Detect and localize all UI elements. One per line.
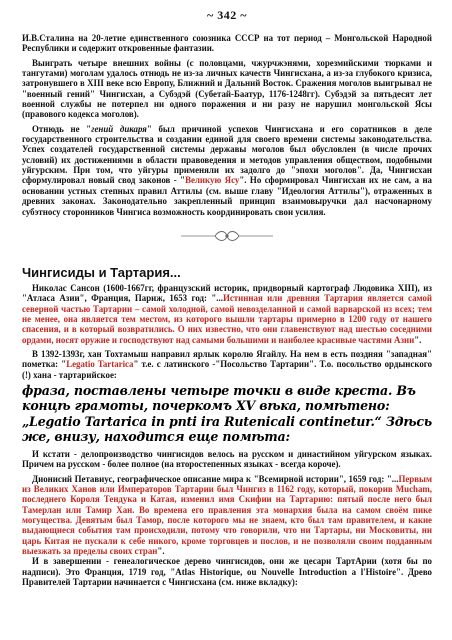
page-number: ~ 342 ~ bbox=[207, 8, 247, 22]
manuscript-excerpt: фраза, поставлены четыре точки в виде креста. Въ концѣ грамоты, почеркомъ XV вѣка, помѣтено: „Legatio Tartarica in pnti ira Rutenicali continetur.“ Здѣсь же, внизу, находится еще помѣта: bbox=[22, 382, 432, 445]
paragraph-5 bbox=[22, 349, 432, 380]
paragraph-3 bbox=[22, 124, 432, 217]
text-run: ". bbox=[414, 334, 422, 345]
paragraph-6: И кстати - делопроизводство чингисидов велось на русском и династийном уйгурском языках. Причем на русском - более полное (на второстепенных языках - всегда короче). bbox=[22, 448, 432, 470]
text-run: ". Но сформировал Чингисхан их не сам, а на основании устных степных правил Аттилы (см. выше главу "Идеология Аттилы"), отраженных в древних законах. Законодательно закрепленный принцип взаимовыручки дал насчонарному субэтносу сторонников Чингиса возможность координировать свои усилия. bbox=[22, 175, 432, 217]
highlighted-text: Legatio Tartarica bbox=[66, 359, 134, 370]
quote-text: Истинная или древняя Тартария является самой северной частью Тартарии – самой холодной, самой невозделанной и самой варварской из всех; тем не менее, она является тем местом, из которого вышли тартары примерно в 1200 году от нашего спасения, и в который возвратились. О них известно, что они главенствуют над шестью соседними ордами, носят оружие и господствуют над самыми большими и наиболее красивые частями Азии bbox=[22, 293, 432, 345]
highlighted-text: Великую Ясу bbox=[185, 175, 240, 186]
text-run: Отнюдь не " bbox=[32, 123, 92, 134]
text-run: ". bbox=[157, 546, 165, 557]
emphasis-text: гений дикаря bbox=[91, 123, 147, 134]
text-run: Николас Сансон (1600-1667гг, французский историк, придворный картограф Людовика XIII), из "Атласа Азии", Франция, Париж, 1653 год: "... bbox=[22, 282, 432, 304]
paragraph-8: И в завершении - генеалогическое дерево чингисидов, они же цесари ТартАрии (хотя бы по надписи). Это Франция, 1719 год, "Atlas Historique, ou Nouvelle Introduction a l'Histoire". Древо Правителей Тартарии начинается с Чингисхана (см. ниже вкладку): bbox=[22, 556, 432, 588]
paragraph-7 bbox=[22, 474, 432, 557]
paragraph-4 bbox=[22, 283, 432, 345]
ornament-icon bbox=[179, 229, 275, 243]
paragraph-1: И.В.Сталина на 20-летие единственного союзника СССР на тот период – Монгольской Народной Республики и содержит откровенные фантазии. bbox=[22, 33, 432, 54]
page bbox=[22, 8, 432, 587]
text-run: В 1392-1393г, хан Тохтамыш направил ярлык королю Ягайлу. На нем в есть поздняя "западная" пометка: " bbox=[22, 348, 432, 370]
text-run: " т.е. с латинского -"Посольство Тартарии". Т.о. посольство ордынского (!) хана - тартарийское: bbox=[22, 359, 433, 380]
text-run: " был причиной успехов Чингисхана и его соратников в деле государственного строительства и создании единой для своего времени системы законодательства. Успех создателей государственной системы державы моголов был обусловлен (в числе прочих условий) их достижениями в области правоведения и методов управления обществом, подобными уйгурским. При том, что уйгуры применяли их задолго до "эпохи моголов". Да, Чингисхан сформулировал новый свод законов - " bbox=[22, 123, 432, 186]
paragraph-2: Выиграть четыре внешних войны (с половцами, чжурчжэнями, хорезмийскими тюрками и тангутами) моголам удалось отнюдь не из-за личных качеств Чингисхана, а из-за глубокого кризиса, затронувшего в XIII веке всю Европу, Ближний и Дальний Восток. Сражения моголов выигрывал не "военный гений" Чингисхан, а Субэдэй (Субетай-Баатур, 1176-1248гг). Субэдэй за пятьдесят лет военной службы не потерпел ни одного поражения и ни разу не нарушил монгольской Ясы (правового кодекса моголов). bbox=[22, 57, 432, 120]
quote-text: Первым из Великих Ханов или Императоров Тартарии был Чингиз в 1162 году, который, покорив Mucham, последнего Короля Тендука и Катая, изменил имя Скифии на Тартарию: пятый после него был Тамерлан или Тамир Хан. Во времена его правления эта монархия была на самом своём пике могущества. Девятым был Тамор, после которого мы не знаем, кто был там правителем, и какие выдающиеся события там происходили, потому что говорили, что ни Тартары, ни Московиты, ни царь Китая не пускали к себе никого, кроме торговцев и послов, и не позволяли своим подданным выезжать за пределы своих стран bbox=[22, 473, 432, 557]
text-run: Дионисий Петавиус, географическое описание мира к "Всемирной истории", 1659 год: "... bbox=[32, 473, 399, 484]
ornament-divider bbox=[22, 229, 432, 243]
section-heading: Чингисиды и Тартария... bbox=[22, 264, 181, 280]
